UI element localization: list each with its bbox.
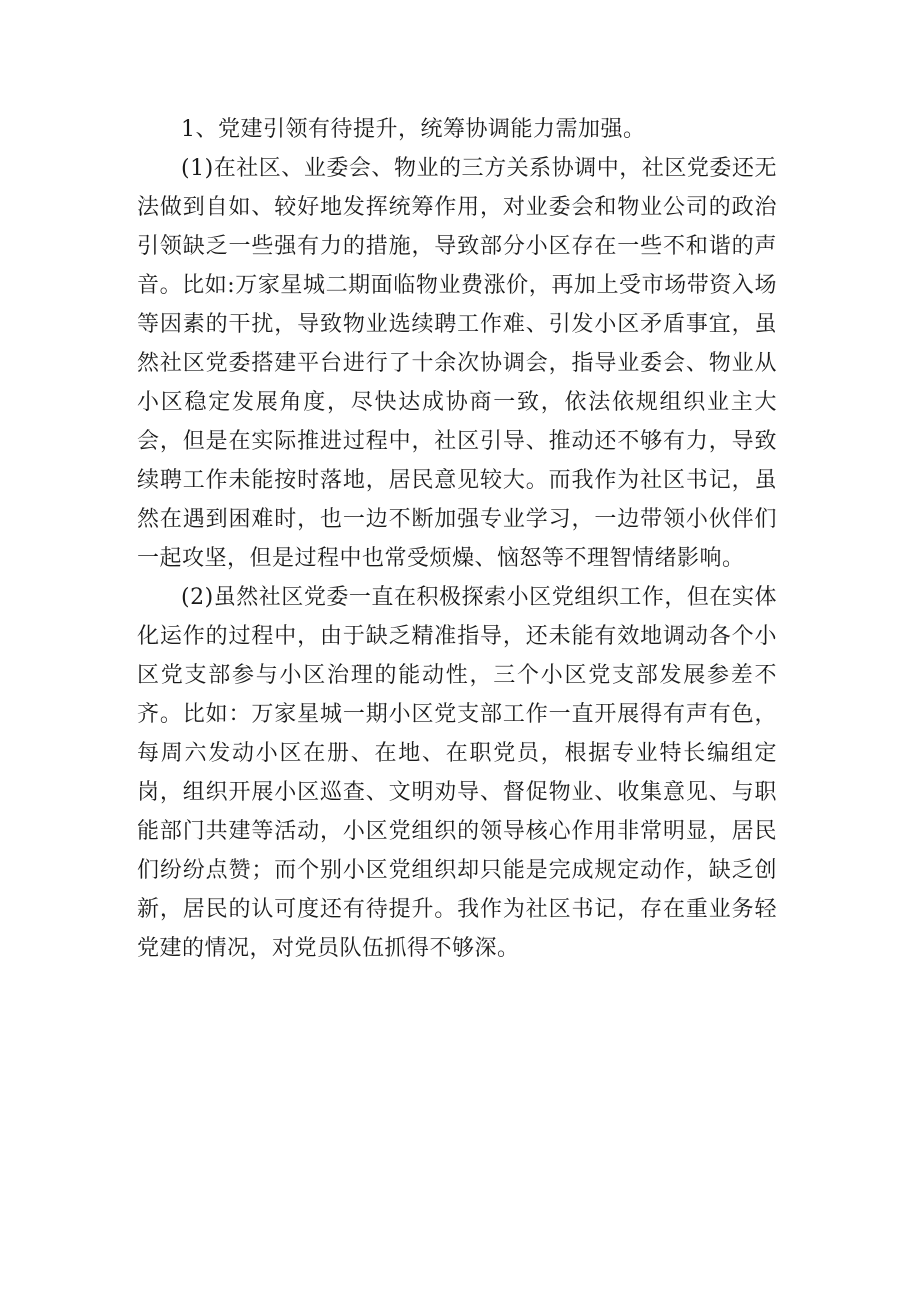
document-body [137,110,777,968]
paragraph-1: (1)在社区、业委会、物业的三方关系协调中，社区党委还无法做到自如、较好地发挥统筹作用，对业委会和物业公司的政治引领缺乏一些强有力的措施，导致部分小区存在一些不和谐的声音。比如:万家星城二期面临物业费涨价，再加上受市场带资入场等因素的干扰，导致物业选续聘工作难、引发小区矛盾事宜，虽然社区党委搭建平台进行了十余次协调会，指导业委会、物业从小区稳定发展角度，尽快达成协商一致，依法依规组织业主大会，但是在实际推进过程中，社区引导、推动还不够有力，导致续聘工作未能按时落地，居民意见较大。而我作为社区书记，虽然在遇到困难时，也一边不断加强专业学习，一边带领小伙伴们一起攻坚，但是过程中也常受烦燥、恼怒等不理智情绪影响。 [137,156,777,571]
section-heading: 1、党建引领有待提升，统筹协调能力需加强。 [181,117,646,142]
paragraph-2: (2)虽然社区党委一直在积极探索小区党组织工作，但在实体化运作的过程中，由于缺乏精准指导，还未能有效地调动各个小区党支部参与小区治理的能动性，三个小区党支部发展参差不齐。比如：万家星城一期小区党支部工作一直开展得有声有色，每周六发动小区在册、在地、在职党员，根据专业特长编组定岗，组织开展小区巡查、文明劝导、督促物业、收集意见、与职能部门共建等活动，小区党组织的领导核心作用非常明显，居民们纷纷点赞；而个别小区党组织却只能是完成规定动作，缺乏创新，居民的认可度还有待提升。我作为社区书记，存在重业务轻党建的情况，对党员队伍抓得不够深。 [137,585,777,961]
